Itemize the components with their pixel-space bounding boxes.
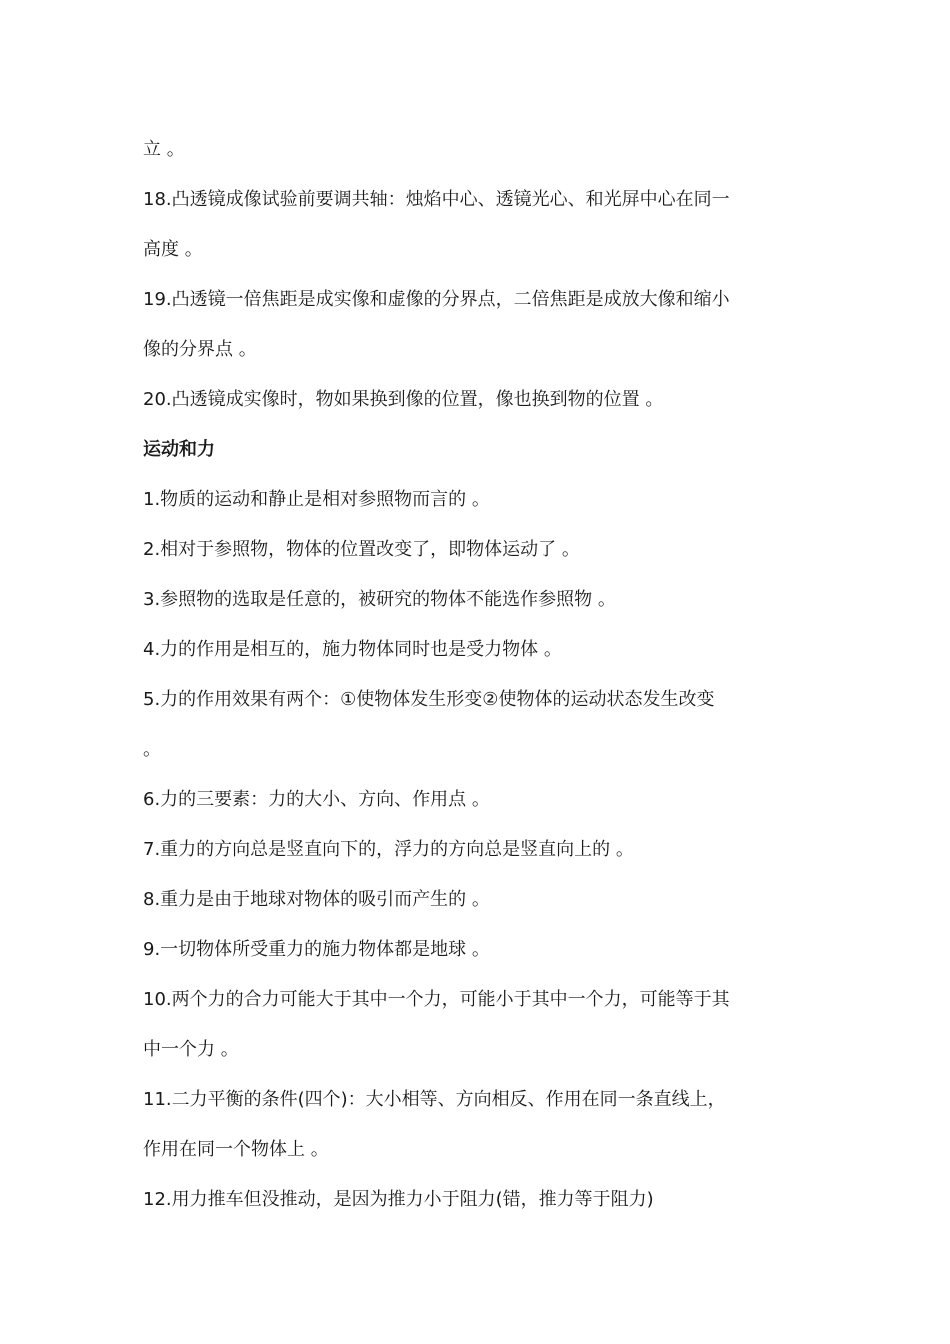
text-line: 18.凸透镜成像试验前要调共轴：烛焰中心、透镜光心、和光屏中心在同一	[143, 189, 730, 210]
text-line: 6.力的三要素：力的大小、方向、作用点 。	[143, 789, 490, 810]
text-line: 12.用力推车但没推动，是因为推力小于阻力(错，推力等于阻力)	[143, 1189, 654, 1210]
text-line: 8.重力是由于地球对物体的吸引而产生的 。	[143, 889, 490, 910]
text-line: 19.凸透镜一倍焦距是成实像和虚像的分界点，二倍焦距是成放大像和缩小	[143, 289, 730, 310]
text-line: 中一个力 。	[143, 1039, 239, 1060]
text-line: 3.参照物的选取是任意的，被研究的物体不能选作参照物 。	[143, 589, 616, 610]
text-line: 像的分界点 。	[143, 339, 257, 360]
text-line: 1.物质的运动和静止是相对参照物而言的 。	[143, 489, 490, 510]
text-line: 作用在同一个物体上 。	[143, 1139, 329, 1160]
text-line: 5.力的作用效果有两个：①使物体发生形变②使物体的运动状态发生改变	[143, 689, 715, 710]
text-line: 。	[143, 739, 161, 760]
text-line: 4.力的作用是相互的，施力物体同时也是受力物体 。	[143, 639, 562, 660]
text-line: 20.凸透镜成实像时，物如果换到像的位置，像也换到物的位置 。	[143, 389, 664, 410]
text-line: 9.一切物体所受重力的施力物体都是地球 。	[143, 939, 490, 960]
text-line: 10.两个力的合力可能大于其中一个力，可能小于其中一个力，可能等于其	[143, 989, 730, 1010]
section-heading: 运动和力	[143, 439, 215, 460]
text-line: 立 。	[143, 139, 185, 160]
text-line: 11.二力平衡的条件(四个)：大小相等、方向相反、作用在同一条直线上，	[143, 1089, 726, 1110]
text-line: 2.相对于参照物，物体的位置改变了，即物体运动了 。	[143, 539, 580, 560]
text-line: 7.重力的方向总是竖直向下的，浮力的方向总是竖直向上的 。	[143, 839, 634, 860]
document-body	[143, 125, 783, 1225]
text-line: 高度 。	[143, 239, 203, 260]
